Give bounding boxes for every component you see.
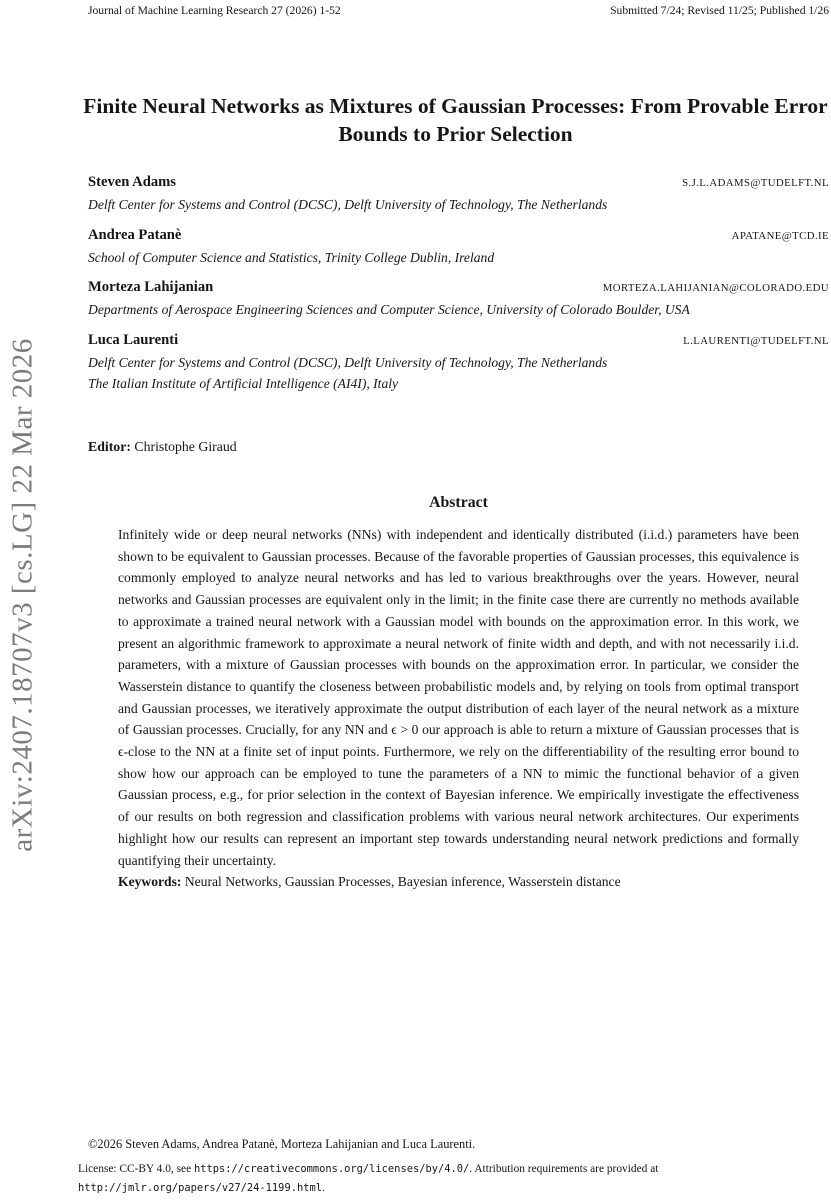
- author-email: MORTEZA.LAHIJANIAN@COLORADO.EDU: [602, 282, 829, 294]
- abstract-text: Infinitely wide or deep neural networks (NNs) with independent and identically distributed (i.i.d.) parameters have been shown to be equivalent to Gaussian processes. Because of the favorable properties of Gaussian processes, this equivalence is commonly employed to analyze neural networks and has led to various breakthroughs over the years. However, neural networks and Gaussian processes are equivalent only in the limit; in the finite case there are currently no methods available to approximate a trained neural network with a Gaussian model with bounds on the approximation error. In this work, we present an algorithmic framework to approximate a neural network of finite width and depth, and with not necessarily i.i.d. parameters, with a mixture of Gaussian processes with bounds on the approximation error. In particular, we consider the Wasserstein distance to quantify the closeness between probabilistic models and, by relying on tools from optimal transport and Gaussian processes, we iteratively approximate the output distribution of each layer of the neural network as a mixture of Gaussian processes. Crucially, for any NN and ϵ > 0 our approach is able to return a mixture of Gaussian processes that is ϵ-close to the NN at a finite set of input points. Furthermore, we rely on the differentiability of the resulting error bound to show how our approach can be employed to tune the parameters of a NN to mimic the functional behavior of a given Gaussian process, e.g., for prior selection in the context of Bayesian inference. We empirically investigate the effectiveness of our results on both regression and classification problems with various neural network architectures. Our experiments highlight how our results can represent an important step towards understanding neural network predictions and formally quantifying their uncertainty.: [118, 527, 799, 868]
- author-affiliation: School of Computer Science and Statistics, Trinity College Dublin, Ireland: [88, 249, 495, 265]
- author-entry: [88, 174, 829, 216]
- license-suffix: .: [321, 1182, 325, 1194]
- author-affiliation: Delft Center for Systems and Control (DCSC), Delft University of Technology, The Netherlands: [88, 197, 608, 212]
- author-name: Steven Adams: [88, 174, 176, 190]
- paper-title: Finite Neural Networks as Mixtures of Gaussian Processes: From Provable Error Bounds to Prior Selection: [83, 94, 828, 146]
- running-header: [88, 4, 829, 17]
- license-url-creativecommons[interactable]: https://creativecommons.org/licenses/by/4.0/: [194, 1163, 470, 1175]
- journal-reference: Journal of Machine Learning Research 27 (2026) 1-52: [88, 4, 341, 17]
- arxiv-watermark: arXiv:2407.18707v3 [cs.LG] 22 Mar 2026: [6, 338, 39, 852]
- author-name: Andrea Patanè: [88, 226, 182, 243]
- author-row: [88, 279, 829, 297]
- author-email: L.LAURENTI@TUDELFT.NL: [683, 334, 829, 347]
- author-row: [88, 332, 829, 350]
- author-email: S.J.L.ADAMS@TUDELFT.NL: [682, 177, 829, 189]
- submission-dates: Submitted 7/24; Revised 11/25; Published 1/26: [610, 4, 829, 17]
- copyright-line: ©2026 Steven Adams, Andrea Patanè, Morteza Lahijanian and Luca Laurenti.: [88, 1137, 476, 1151]
- abstract-section: [118, 494, 799, 893]
- author-entry: [88, 227, 829, 269]
- keywords-label: Keywords:: [118, 874, 182, 890]
- author-name: Luca Laurenti: [88, 331, 179, 348]
- keywords-line: [118, 871, 799, 893]
- author-entry: [88, 332, 829, 395]
- editor-line: [88, 439, 829, 455]
- editor-label: Editor:: [88, 439, 131, 454]
- license-mid: . Attribution requirements are provided at: [469, 1163, 659, 1175]
- author-list: [88, 174, 829, 406]
- author-affiliation: Departments of Aerospace Engineering Sciences and Computer Science, University of Colorado Boulder, USA: [88, 302, 690, 317]
- editor-name: Christophe Giraud: [134, 439, 237, 454]
- abstract-heading: Abstract: [429, 494, 488, 511]
- page-footer: [78, 1137, 829, 1198]
- license-prefix: License: CC-BY 4.0, see: [78, 1163, 194, 1175]
- author-affiliation: Delft Center for Systems and Control (DCSC), Delft University of Technology, The Netherlands: [88, 354, 608, 370]
- author-entry: [88, 279, 829, 321]
- author-email: APATANE@TCD.IE: [731, 229, 829, 242]
- license-url-jmlr[interactable]: http://jmlr.org/papers/v27/24-1199.html: [78, 1182, 322, 1194]
- author-name: Morteza Lahijanian: [88, 279, 214, 295]
- license-line: [78, 1160, 829, 1198]
- keywords-text: Neural Networks, Gaussian Processes, Bayesian inference, Wasserstein distance: [181, 874, 621, 890]
- author-affiliation: The Italian Institute of Artificial Intelligence (AI4I), Italy: [88, 376, 399, 391]
- author-row: [88, 174, 829, 192]
- author-row: [88, 227, 829, 245]
